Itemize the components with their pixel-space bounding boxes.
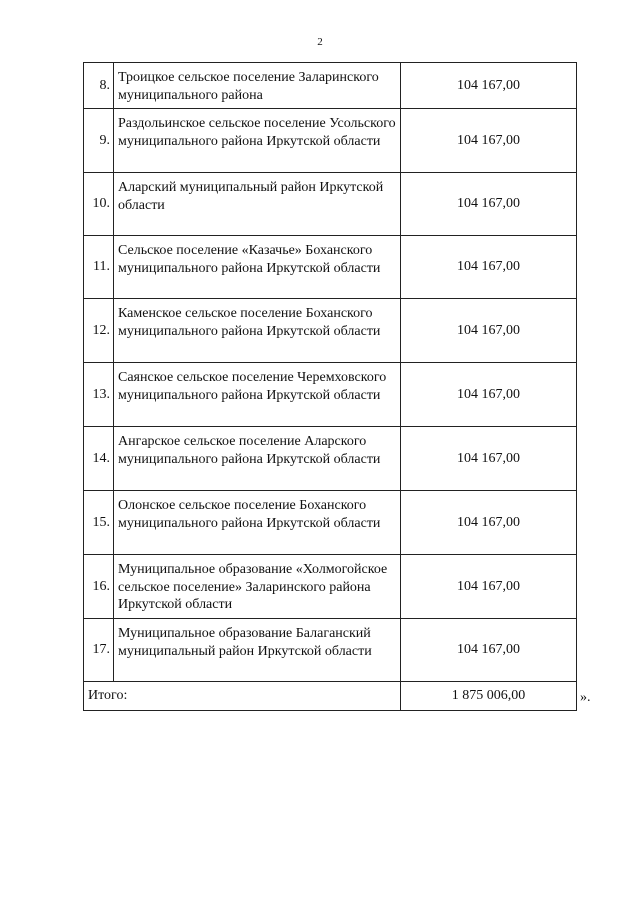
row-number: 14. [84, 427, 114, 491]
table-row [84, 236, 577, 299]
row-recipient-text: Троицкое сельское поселение Заларинского муниципального района [118, 70, 379, 103]
row-recipient-text: Олонское сельское поселение Боханского муниципального района Иркутской области [118, 498, 381, 531]
table-row [84, 363, 577, 427]
row-number: 9. [84, 109, 114, 173]
row-amount: 104 167,00 [401, 109, 577, 173]
table-row [84, 427, 577, 491]
row-amount: 104 167,00 [401, 491, 577, 555]
row-recipient [114, 427, 401, 491]
row-number: 13. [84, 363, 114, 427]
row-recipient-text: Муниципальное образование Балаганский муниципальный район Иркутской области [118, 626, 372, 659]
row-number: 12. [84, 299, 114, 363]
row-amount: 104 167,00 [401, 173, 577, 236]
row-recipient [114, 109, 401, 173]
allocation-table [83, 62, 577, 711]
row-amount: 104 167,00 [401, 236, 577, 299]
table-row [84, 299, 577, 363]
row-number: 8. [84, 63, 114, 109]
row-recipient-text: Аларский муниципальный район Иркутской области [118, 180, 384, 213]
allocation-table-body [84, 63, 577, 711]
row-number: 16. [84, 555, 114, 619]
row-recipient [114, 63, 401, 109]
row-amount: 104 167,00 [401, 63, 577, 109]
table-row [84, 63, 577, 109]
row-recipient-text: Каменское сельское поселение Боханского муниципального района Иркутской области [118, 306, 381, 339]
row-recipient [114, 491, 401, 555]
row-amount: 104 167,00 [401, 555, 577, 619]
row-amount: 104 167,00 [401, 299, 577, 363]
row-amount: 104 167,00 [401, 619, 577, 682]
table-row [84, 109, 577, 173]
row-number: 17. [84, 619, 114, 682]
row-recipient [114, 299, 401, 363]
table-row [84, 555, 577, 619]
total-row [84, 682, 577, 711]
row-recipient [114, 619, 401, 682]
page-number: 2 [317, 36, 323, 48]
row-amount: 104 167,00 [401, 427, 577, 491]
row-recipient [114, 363, 401, 427]
row-number: 15. [84, 491, 114, 555]
row-amount: 104 167,00 [401, 363, 577, 427]
row-recipient-text: Раздольинское сельское поселение Усольского муниципального района Иркутской области [118, 116, 396, 149]
row-recipient-text: Саянское сельское поселение Черемховского муниципального района Иркутской области [118, 370, 387, 403]
table-row [84, 619, 577, 682]
row-recipient [114, 173, 401, 236]
total-amount: 1 875 006,00 [401, 682, 577, 711]
row-number: 10. [84, 173, 114, 236]
row-number: 11. [84, 236, 114, 299]
row-recipient [114, 236, 401, 299]
row-recipient [114, 555, 401, 619]
row-recipient-text: Муниципальное образование «Холмогойское сельское поселение» Заларинского района Иркутской области [118, 562, 388, 612]
table-row [84, 173, 577, 236]
closing-quote-mark: ». [580, 690, 591, 705]
table-row [84, 491, 577, 555]
row-recipient-text: Ангарское сельское поселение Аларского муниципального района Иркутской области [118, 434, 381, 467]
total-label: Итого: [84, 682, 401, 711]
row-recipient-text: Сельское поселение «Казачье» Боханского муниципального района Иркутской области [118, 243, 381, 276]
